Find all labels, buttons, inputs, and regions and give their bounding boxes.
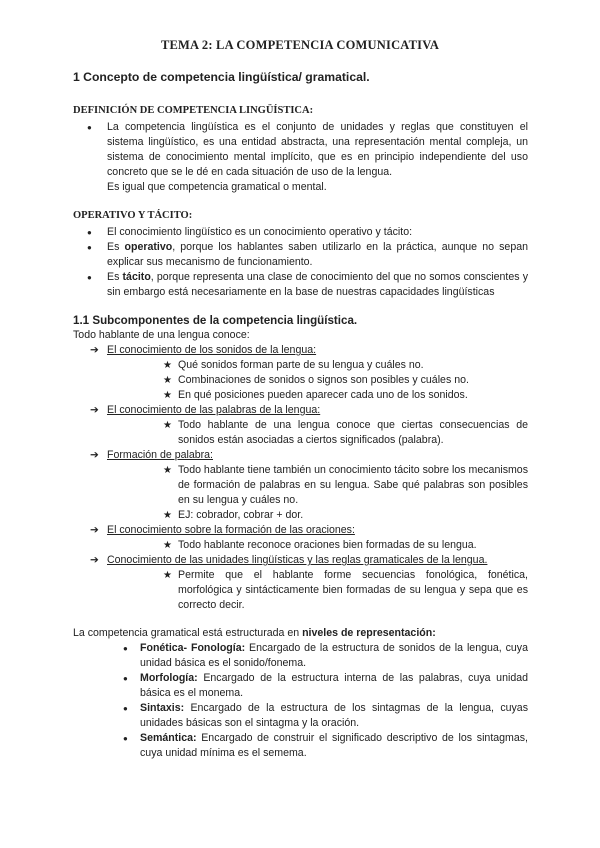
arrow-right-icon: ➔ xyxy=(90,344,99,356)
list-item xyxy=(73,240,528,270)
star-icon: ★ xyxy=(163,420,172,431)
definition-heading: DEFINICIÓN DE COMPETENCIA LINGÜÍSTICA: xyxy=(73,105,314,116)
item-text: Todo hablante reconoce oraciones bien formadas de su lengua. xyxy=(178,539,477,551)
list-item xyxy=(73,120,528,195)
item-text: Permite que el hablante forme secuencias fonológica, fonética, morfológica y sintácticamente bien formadas de su lengua y sepa que es correcto decir. xyxy=(178,569,528,611)
level-text: Encargado de la estructura de los sintagmas de la lengua, cuyas unidades básicas son el sintagma y la oración. xyxy=(140,702,528,729)
sub-list xyxy=(107,463,528,523)
star-icon: ★ xyxy=(163,510,172,521)
operative-heading: OPERATIVO Y TÁCITO: xyxy=(73,210,193,221)
item-text: , porque los hablantes saben utilizarlo en la práctica, aunque no sepan explicar sus mecanismo de funcionamiento. xyxy=(107,241,529,268)
item-text: Combinaciones de sonidos o signos son posibles y cuáles no. xyxy=(178,374,469,386)
list-item xyxy=(107,508,528,523)
subcomponent-item xyxy=(73,523,528,553)
subcomponent-item xyxy=(73,553,528,613)
list-item xyxy=(73,225,528,240)
item-text: Qué sonidos forman parte de su lengua y cuáles no. xyxy=(178,359,424,371)
levels-list xyxy=(73,641,528,761)
item-bold: operativo xyxy=(124,241,173,253)
star-icon: ★ xyxy=(163,390,172,401)
list-item xyxy=(107,538,528,553)
subcomponent-label: El conocimiento de las palabras de la lengua: xyxy=(107,404,321,416)
list-item xyxy=(73,731,528,761)
level-text: Encargado de la estructura de sonidos de la lengua, cuya unidad básica es el sonido/fonema. xyxy=(140,642,528,669)
subcomponent-label: El conocimiento de los sonidos de la lengua: xyxy=(107,344,317,356)
sub-list xyxy=(107,568,528,613)
level-name: Sintaxis: xyxy=(140,702,185,714)
level-name: Semántica: xyxy=(140,732,197,744)
level-text: Encargado de la estructura interna de las palabras, cuya unidad básica es el monema. xyxy=(140,672,528,699)
subcomponent-item xyxy=(73,343,528,403)
arrow-right-icon: ➔ xyxy=(90,449,99,461)
star-icon: ★ xyxy=(163,570,172,581)
document-title: TEMA 2: LA COMPETENCIA COMUNICATIVA xyxy=(160,38,440,52)
list-item xyxy=(107,388,528,403)
item-text: , porque representa una clase de conocimiento del que no somos conscientes y sin embargo está necesariamente en la base de nuestras capacidades lingüísticas xyxy=(107,271,528,298)
star-icon: ★ xyxy=(163,540,172,551)
arrow-right-icon: ➔ xyxy=(90,524,99,536)
definition-text: La competencia lingüística es el conjunto de unidades y reglas que constituyen el sistema lingüístico, es una entidad abstracta, una representación mental compleja, un sistema de conocimiento mental implícito, que es en principio independiente del uso concreto que se le dé en cada situación de uso de la lengua. xyxy=(107,121,528,178)
star-icon: ★ xyxy=(163,360,172,371)
list-item xyxy=(107,568,528,613)
definition-text-2: Es igual que competencia gramatical o mental. xyxy=(107,181,327,193)
item-bold: tácito xyxy=(122,271,151,283)
definition-list xyxy=(73,120,528,195)
list-item xyxy=(73,641,528,671)
arrow-right-icon: ➔ xyxy=(90,554,99,566)
item-text: Es xyxy=(107,271,123,283)
item-text: Es xyxy=(107,241,125,253)
levels-intro-text: La competencia gramatical está estructurada en xyxy=(73,627,303,639)
list-item xyxy=(107,358,528,373)
section-1-1-heading: 1.1 Subcomponentes de la competencia lingüística. xyxy=(73,314,358,327)
item-text: EJ: cobrador, cobrar + dor. xyxy=(178,509,304,521)
item-text: En qué posiciones pueden aparecer cada uno de los sonidos. xyxy=(178,389,468,401)
subcomponents-list xyxy=(73,343,528,613)
list-item xyxy=(73,701,528,731)
subcomponent-item xyxy=(73,403,528,448)
level-name: Morfología: xyxy=(140,672,198,684)
star-icon: ★ xyxy=(163,375,172,386)
list-item xyxy=(73,671,528,701)
arrow-right-icon: ➔ xyxy=(90,404,99,416)
sub-list xyxy=(107,538,528,553)
operative-list xyxy=(73,225,528,300)
subcomponent-label: El conocimiento sobre la formación de las oraciones: xyxy=(107,524,355,536)
subcomponent-label: Conocimiento de las unidades lingüísticas y las reglas gramaticales de la lengua. xyxy=(107,554,488,566)
levels-intro-bold: niveles de representación: xyxy=(302,627,436,639)
list-item xyxy=(107,463,528,508)
section-1-heading: 1 Concepto de competencia lingüística/ gramatical. xyxy=(73,70,370,84)
level-text: Encargado de construir el significado descriptivo de los sintagmas, cuya unidad mínima es el semema. xyxy=(140,732,528,759)
sub-list xyxy=(107,358,528,403)
subcomponent-item xyxy=(73,448,528,523)
subcomponent-label: Formación de palabra: xyxy=(107,449,213,461)
item-text: Todo hablante tiene también un conocimiento tácito sobre los mecanismos de formación de palabras en su lengua. Sabe qué palabras son posibles en su lengua y cuáles no. xyxy=(178,464,528,506)
levels-intro xyxy=(73,626,528,641)
sub-list xyxy=(107,418,528,448)
list-item xyxy=(73,270,528,300)
list-item xyxy=(107,373,528,388)
document-body xyxy=(73,70,528,761)
list-item xyxy=(107,418,528,448)
level-name: Fonética- Fonología: xyxy=(140,642,246,654)
item-text: Todo hablante de una lengua conoce que ciertas consecuencias de sonidos están asociadas a ciertos significados (palabra). xyxy=(178,419,528,446)
item-text: El conocimiento lingüístico es un conocimiento operativo y tácito: xyxy=(107,226,413,238)
star-icon: ★ xyxy=(163,465,172,476)
section-1-1-intro: Todo hablante de una lengua conoce: xyxy=(73,329,250,341)
